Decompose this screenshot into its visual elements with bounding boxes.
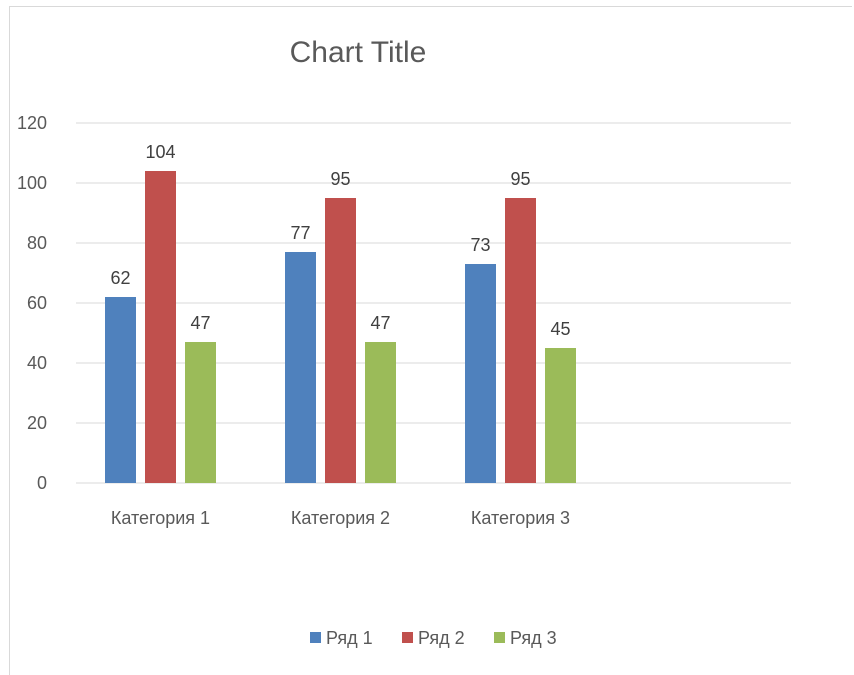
data-label: 104 xyxy=(145,142,176,162)
data-label: 47 xyxy=(370,313,391,333)
data-label: 77 xyxy=(290,223,311,243)
x-tick-label: Категория 2 xyxy=(290,508,391,528)
x-tick-label: Категория 3 xyxy=(470,508,571,528)
data-label: 62 xyxy=(110,268,131,288)
bar xyxy=(505,198,536,483)
data-label: 95 xyxy=(510,169,531,189)
bar xyxy=(545,348,576,483)
bar xyxy=(325,198,356,483)
legend-item xyxy=(494,628,557,648)
y-tick-label: 60 xyxy=(26,293,47,313)
legend xyxy=(310,628,557,648)
legend-item xyxy=(402,628,465,648)
legend-label: Ряд 2 xyxy=(418,628,465,648)
x-tick-label: Категория 1 xyxy=(110,508,211,528)
bar xyxy=(185,342,216,483)
legend-swatch xyxy=(310,632,321,643)
legend-label: Ряд 1 xyxy=(326,628,373,648)
bar xyxy=(145,171,176,483)
legend-swatch xyxy=(494,632,505,643)
legend-swatch xyxy=(402,632,413,643)
bar xyxy=(105,297,136,483)
data-label: 45 xyxy=(550,319,571,339)
bar xyxy=(465,264,496,483)
data-label: 47 xyxy=(190,313,211,333)
y-tick-label: 0 xyxy=(36,473,47,493)
legend-label: Ряд 3 xyxy=(510,628,557,648)
y-tick-label: 40 xyxy=(26,353,47,373)
y-tick-label: 20 xyxy=(26,413,47,433)
x-axis-ticks xyxy=(111,508,570,528)
bar xyxy=(285,252,316,483)
y-axis-ticks xyxy=(17,113,47,493)
y-tick-label: 100 xyxy=(16,173,47,193)
legend-item xyxy=(310,628,373,648)
bar xyxy=(365,342,396,483)
y-tick-label: 80 xyxy=(26,233,47,253)
bars xyxy=(105,171,576,483)
y-tick-label: 120 xyxy=(16,113,47,133)
data-label: 73 xyxy=(470,235,491,255)
data-label: 95 xyxy=(330,169,351,189)
chart-title: Chart Title xyxy=(289,36,427,69)
gridlines xyxy=(76,123,791,483)
